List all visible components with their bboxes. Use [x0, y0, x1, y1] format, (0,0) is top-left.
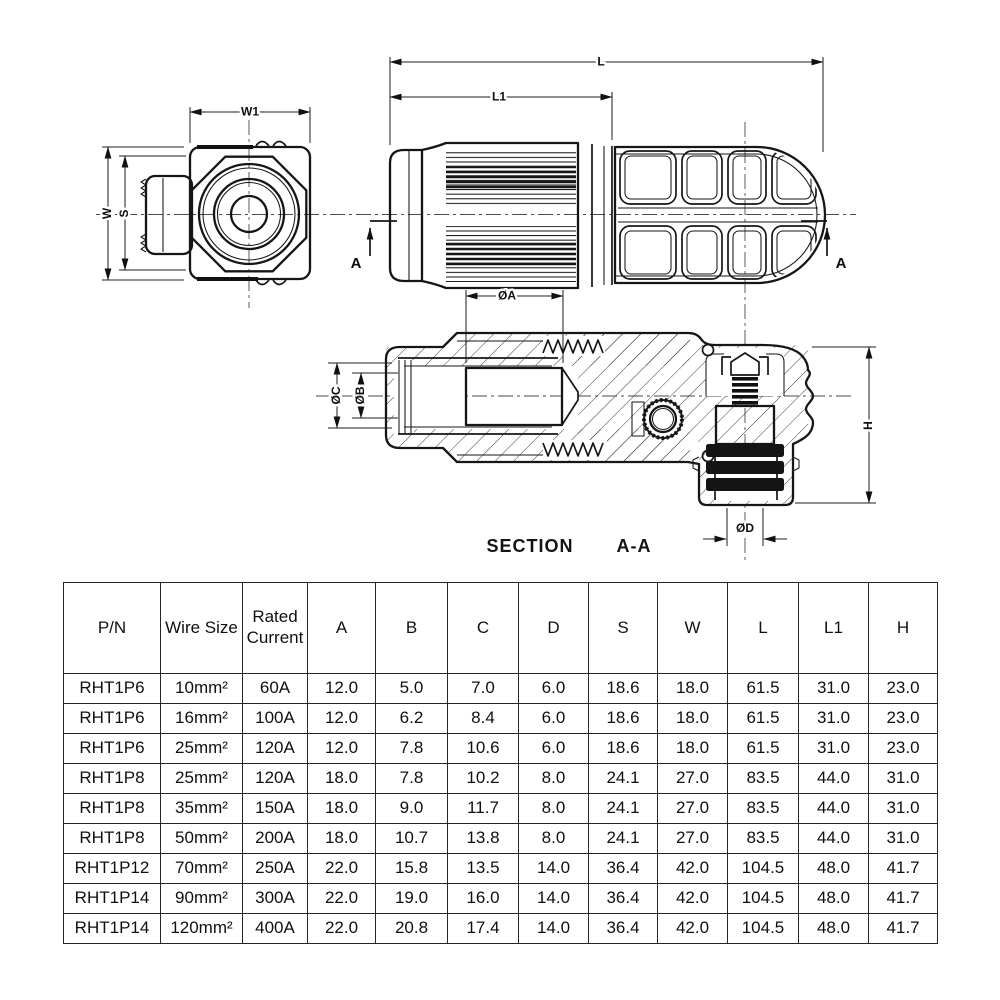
table-cell: 16mm²: [161, 704, 243, 734]
column-header-wire: Wire Size: [161, 583, 243, 674]
table-cell: 14.0: [519, 914, 589, 944]
table-row: [64, 854, 938, 884]
table-cell: 10.6: [448, 734, 519, 764]
head-grip-grid: [618, 151, 818, 279]
table-cell: 8.4: [448, 704, 519, 734]
table-row: [64, 764, 938, 794]
table-cell: 6.2: [376, 704, 448, 734]
table-cell: 400A: [243, 914, 308, 944]
table-cell: 27.0: [658, 824, 728, 854]
table-cell: 44.0: [799, 764, 869, 794]
side-view: [351, 55, 847, 288]
table-cell: 31.0: [799, 704, 869, 734]
table-cell: 10.2: [448, 764, 519, 794]
table-cell: 42.0: [658, 914, 728, 944]
table-cell: RHT1P8: [64, 794, 161, 824]
table-cell: 50mm²: [161, 824, 243, 854]
table-cell: 20.8: [376, 914, 448, 944]
section-view: [328, 289, 876, 546]
table-row: [64, 824, 938, 854]
table-cell: 48.0: [799, 914, 869, 944]
table-cell: 24.1: [589, 794, 658, 824]
table-cell: 60A: [243, 674, 308, 704]
table-cell: 250A: [243, 854, 308, 884]
table-row: [64, 884, 938, 914]
table-cell: 27.0: [658, 794, 728, 824]
table-cell: 35mm²: [161, 794, 243, 824]
dim-label-dia-c: ØC: [329, 386, 344, 405]
table-cell: 8.0: [519, 794, 589, 824]
table-cell: 42.0: [658, 884, 728, 914]
dim-label-h: H: [861, 421, 876, 430]
dim-label-s: S: [117, 209, 132, 218]
table-cell: 8.0: [519, 824, 589, 854]
header-row: [64, 583, 938, 674]
table-cell: 48.0: [799, 884, 869, 914]
dim-label-l1: L1: [491, 89, 507, 104]
table-cell: 14.0: [519, 854, 589, 884]
column-header-s: S: [589, 583, 658, 674]
table-cell: 200A: [243, 824, 308, 854]
table-cell: 19.0: [376, 884, 448, 914]
table-cell: 10.7: [376, 824, 448, 854]
table-cell: 300A: [243, 884, 308, 914]
section-title: [486, 536, 651, 556]
table-cell: 61.5: [728, 734, 799, 764]
section-title-ref: A-A: [616, 536, 652, 556]
table-cell: 18.6: [589, 734, 658, 764]
table-cell: RHT1P12: [64, 854, 161, 884]
column-header-l: L: [728, 583, 799, 674]
spec-table-header: [64, 583, 938, 674]
table-cell: 25mm²: [161, 734, 243, 764]
table-cell: 18.0: [308, 794, 376, 824]
table-cell: RHT1P6: [64, 704, 161, 734]
table-cell: 22.0: [308, 914, 376, 944]
side-view-dimensions: [390, 55, 823, 152]
table-cell: 42.0: [658, 854, 728, 884]
table-cell: 31.0: [799, 674, 869, 704]
table-cell: 150A: [243, 794, 308, 824]
table-cell: 7.0: [448, 674, 519, 704]
table-cell: RHT1P14: [64, 884, 161, 914]
table-cell: 104.5: [728, 884, 799, 914]
table-cell: RHT1P6: [64, 674, 161, 704]
table-cell: 104.5: [728, 914, 799, 944]
table-cell: 100A: [243, 704, 308, 734]
table-cell: 18.0: [658, 734, 728, 764]
table-cell: 83.5: [728, 794, 799, 824]
table-cell: 44.0: [799, 824, 869, 854]
table-cell: 31.0: [869, 764, 938, 794]
table-cell: 70mm²: [161, 854, 243, 884]
table-cell: 13.5: [448, 854, 519, 884]
table-cell: 36.4: [589, 854, 658, 884]
table-cell: 41.7: [869, 884, 938, 914]
table-cell: 24.1: [589, 764, 658, 794]
table-cell: 7.8: [376, 764, 448, 794]
table-cell: 18.0: [658, 704, 728, 734]
table-cell: 36.4: [589, 914, 658, 944]
table-cell: 8.0: [519, 764, 589, 794]
front-view: [100, 105, 310, 285]
table-row: [64, 734, 938, 764]
table-cell: 18.0: [308, 764, 376, 794]
section-title-word: SECTION: [486, 536, 574, 556]
table-cell: 17.4: [448, 914, 519, 944]
table-cell: 23.0: [869, 734, 938, 764]
table-cell: 23.0: [869, 704, 938, 734]
table-cell: 83.5: [728, 824, 799, 854]
table-cell: 6.0: [519, 674, 589, 704]
table-cell: 18.6: [589, 674, 658, 704]
table-cell: 18.6: [589, 704, 658, 734]
table-cell: 44.0: [799, 794, 869, 824]
table-cell: 31.0: [799, 734, 869, 764]
table-row: [64, 794, 938, 824]
dim-label-dia-b: ØB: [353, 386, 368, 405]
column-header-w: W: [658, 583, 728, 674]
table-cell: 120mm²: [161, 914, 243, 944]
table-cell: 27.0: [658, 764, 728, 794]
table-cell: 6.0: [519, 704, 589, 734]
column-header-pn: P/N: [64, 583, 161, 674]
table-cell: RHT1P8: [64, 824, 161, 854]
table-cell: 11.7: [448, 794, 519, 824]
table-cell: 22.0: [308, 854, 376, 884]
table-cell: 31.0: [869, 824, 938, 854]
table-cell: 90mm²: [161, 884, 243, 914]
section-arrow-label-left: A: [350, 254, 362, 272]
table-row: [64, 914, 938, 944]
table-cell: 10mm²: [161, 674, 243, 704]
table-cell: 12.0: [308, 704, 376, 734]
table-cell: 12.0: [308, 674, 376, 704]
column-header-current: Rated Current: [243, 583, 308, 674]
table-cell: 14.0: [519, 884, 589, 914]
table-cell: 120A: [243, 734, 308, 764]
dim-label-dia-a: ØA: [498, 288, 516, 303]
table-cell: 18.0: [308, 824, 376, 854]
table-cell: 16.0: [448, 884, 519, 914]
dim-label-w: W: [100, 207, 115, 220]
table-cell: RHT1P14: [64, 914, 161, 944]
table-row: [64, 674, 938, 704]
column-header-b: B: [376, 583, 448, 674]
spec-table: [63, 582, 938, 944]
table-cell: 41.7: [869, 914, 938, 944]
column-header-a: A: [308, 583, 376, 674]
table-cell: 36.4: [589, 884, 658, 914]
section-arrow-label-right: A: [835, 254, 847, 272]
table-cell: 31.0: [869, 794, 938, 824]
table-cell: 61.5: [728, 674, 799, 704]
table-cell: 18.0: [658, 674, 728, 704]
table-row: [64, 704, 938, 734]
table-cell: 83.5: [728, 764, 799, 794]
table-cell: 41.7: [869, 854, 938, 884]
table-cell: RHT1P8: [64, 764, 161, 794]
table-cell: 9.0: [376, 794, 448, 824]
column-header-c: C: [448, 583, 519, 674]
column-header-h: H: [869, 583, 938, 674]
table-cell: 120A: [243, 764, 308, 794]
table-cell: 7.8: [376, 734, 448, 764]
table-cell: 61.5: [728, 704, 799, 734]
table-cell: 13.8: [448, 824, 519, 854]
dim-label-w1: W1: [241, 104, 259, 119]
table-cell: 23.0: [869, 674, 938, 704]
spec-table-body: [64, 674, 938, 944]
dim-label-l: L: [597, 54, 605, 69]
column-header-d: D: [519, 583, 589, 674]
table-cell: 5.0: [376, 674, 448, 704]
table-cell: 25mm²: [161, 764, 243, 794]
table-cell: 6.0: [519, 734, 589, 764]
table-cell: 48.0: [799, 854, 869, 884]
table-cell: 104.5: [728, 854, 799, 884]
dim-label-dia-d: ØD: [736, 521, 754, 536]
column-header-l1: L1: [799, 583, 869, 674]
table-cell: RHT1P6: [64, 734, 161, 764]
table-cell: 12.0: [308, 734, 376, 764]
table-cell: 24.1: [589, 824, 658, 854]
table-cell: 15.8: [376, 854, 448, 884]
table-cell: 22.0: [308, 884, 376, 914]
